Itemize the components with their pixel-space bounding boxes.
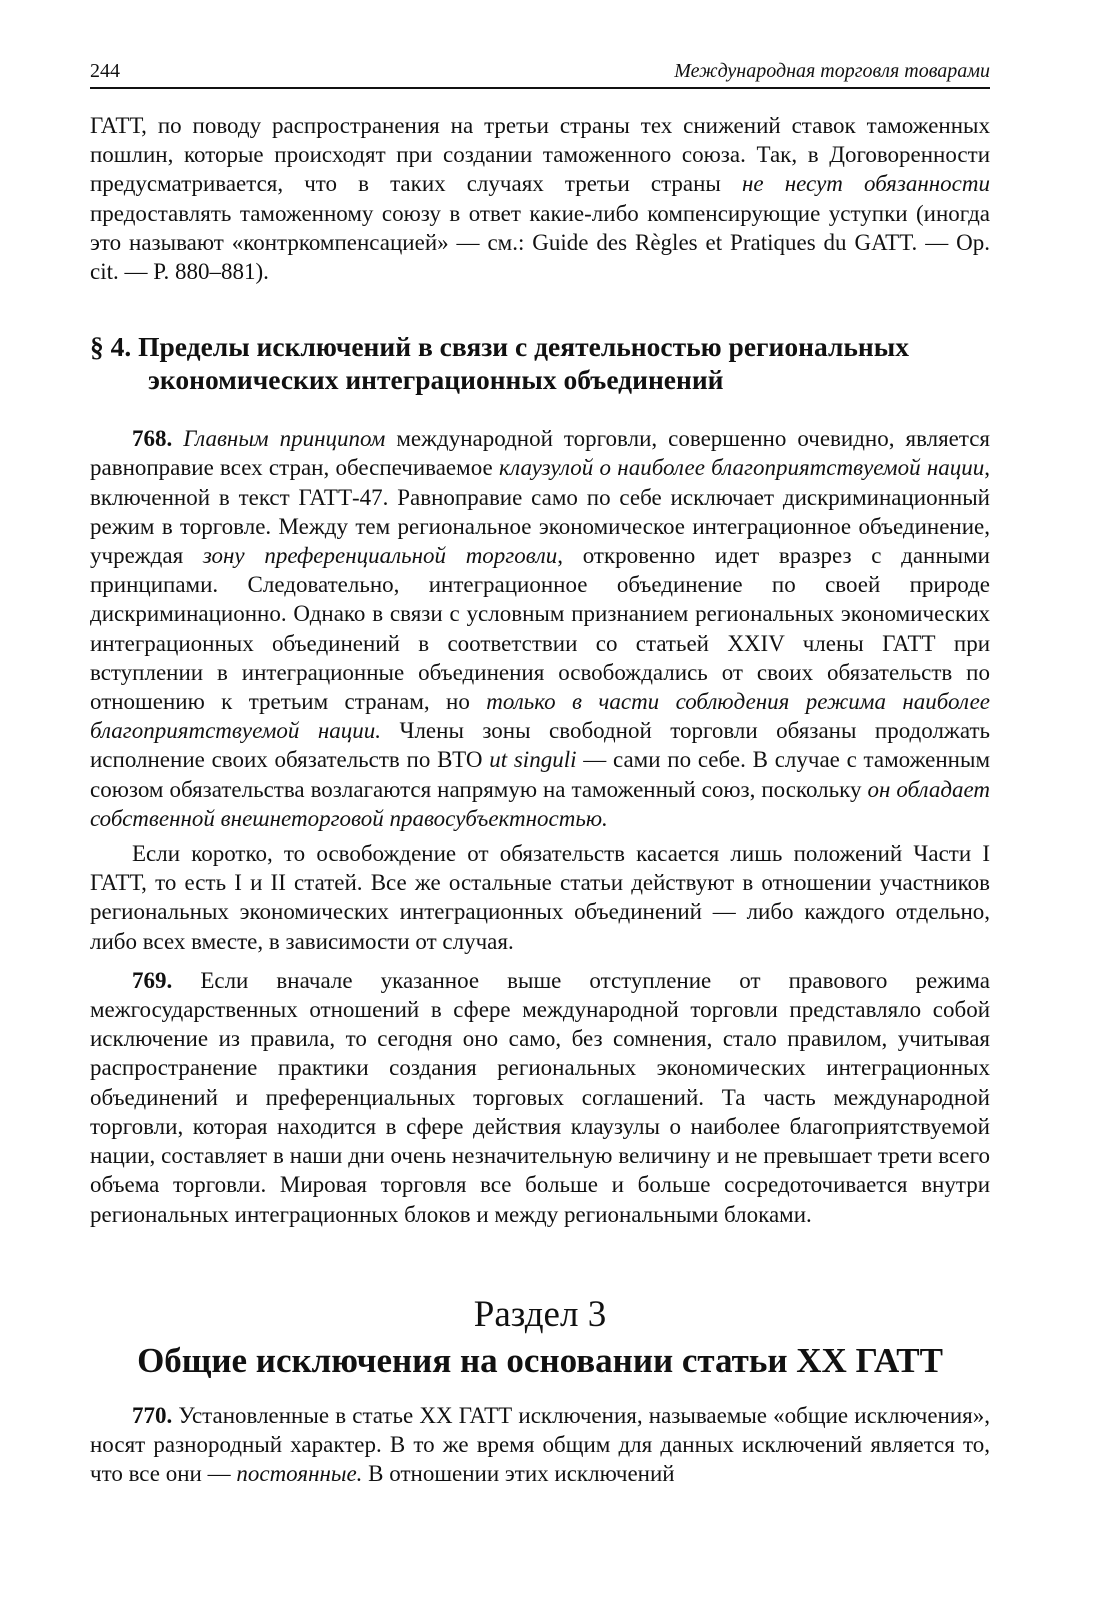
paragraph-intro — [90, 111, 990, 286]
paragraph-number: 769. — [132, 967, 173, 993]
part-label: Раздел 3 — [473, 1293, 607, 1335]
emphasis: только в части соблюдения режима наиболее благоприятствуемой нации. — [90, 689, 990, 744]
text-run: В отношении этих исключений — [362, 1461, 675, 1487]
text-run: , откровенно идет вразрез с данными принципами. Следовательно, интеграционное объединение по своей природе дискриминационно. Однако в связи с условным признанием региональных экономических интеграционных объединений в соответствии со статьей XXIV члены ГАТТ при вступлении в интеграционные объединения освобождались от своих обязательств по отношению к третьим странам, но — [90, 543, 990, 715]
paragraph-769 — [90, 966, 990, 1229]
text-run: ГАТТ, по поводу распространения на третьи страны тех снижений ставок таможенных пошлин, которые происходят при создании таможенного союза. Так, в Договоренности предусматривается, что в таких случаях третьи страны — [90, 113, 990, 197]
emphasis: не несут обязанности — [741, 171, 990, 197]
emphasis: ut singuli — [489, 747, 577, 773]
paragraph-768 — [90, 424, 990, 833]
paragraph-770 — [90, 1401, 990, 1489]
text-run: Члены зоны свободной торговли обязаны продолжать исполнение своих обязательств по ВТО — [90, 718, 990, 773]
part-title: Общие исключения на основании статьи XX ГАТТ — [137, 1340, 943, 1380]
emphasis: зону преференциальной торговли — [202, 543, 558, 569]
section-heading: § 4. Пределы исключений в связи с деятельностью региональных экономических интеграционных объединений — [90, 331, 909, 396]
paragraph-number: 770. — [132, 1402, 173, 1428]
text-run: — сами по себе. В случае с таможенным союзом обязательства возлагаются напрямую на таможенный союз, поскольку — [90, 747, 990, 802]
running-header — [90, 60, 990, 89]
text-run: Если вначале указанное выше отступление от правового режима межгосударственных отношений в сфере международной торговли представляло собой исключение из правила, то сегодня оно само, без сомнения, стало правилом, учитывая распространение практики создания региональных экономических интеграционных объединений и преференциальных торговых соглашений. Та часть международной торговли, которая находится в сфере действия клаузулы о наиболее благоприятствуемой нации, составляет в наши дни очень незначительную величину и не превышает трети всего объема торговли. Мировая торговля все больше и больше сосредоточивается внутри региональных интеграционных блоков и между региональными блоками. — [90, 967, 990, 1227]
emphasis: постоянные. — [236, 1461, 363, 1487]
text-run: предоставлять таможенному союзу в ответ какие-либо компенсирующие уступки (иногда это называют «контркомпенсацией» — см.: Guide des Règles et Pratiques du GATT. — Op. cit. — P. 880–881). — [90, 200, 990, 285]
emphasis: Главным принципом — [183, 426, 386, 452]
paragraph-768-continued: Если коротко, то освобождение от обязательств касается лишь положений Части I ГАТТ, то есть I и II статей. Все же остальные статьи действуют в отношении участников региональных экономических интеграционных объединений — либо каждого отдельно, либо всех вместе, в зависимости от случая. — [90, 841, 990, 954]
emphasis: он обладает собственной внешнеторговой правосубъектностью. — [90, 776, 991, 831]
text-run: международной торговли, совершенно очевидно, является равноправие всех стран, обеспечиваемое — [90, 426, 991, 481]
paragraph-number: 768. — [132, 426, 173, 452]
page-number: 244 — [90, 60, 120, 82]
text-run: , включенной в текст ГАТТ-47. Равноправие само по себе исключает дискриминационный режим в торговле. Между тем региональное экономическое интеграционное объединение, учреждая — [90, 455, 990, 569]
emphasis: клаузулой о наиболее благоприятствуемой нации — [498, 455, 985, 481]
document-page — [90, 60, 990, 1488]
text-run: Установленные в статье XX ГАТТ исключения, называемые «общие исключения», носят разнородный характер. В то же время общим для данных исключений является то, что все они — — [90, 1402, 990, 1487]
running-title: Международная торговля товарами — [674, 60, 990, 82]
